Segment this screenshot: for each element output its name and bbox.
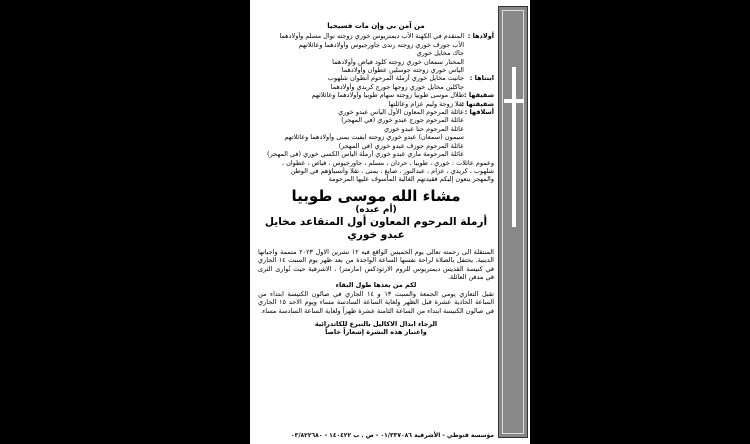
family-line: المختار سمعان خوري زوجته كلود فياض وأولادهما [332,57,464,66]
family-line: عائلة المرحومة ماري عبدو خوري أرملة الياس الكسي خوري (في المهجر) [267,150,464,159]
family-row [258,108,494,116]
prayer-line: لكم من بعدها طول البقاء [335,281,417,290]
family-line: عائلة المرحوم المعاون الأول الياس عبدو خوري [338,108,464,117]
family-line: الياس خوري زوجته جوسلين عطوان وأولادهما [341,66,464,75]
family-line: عائلة المرحوم جوزف عبدو خوري (في المهجر) [338,141,464,150]
family-section [258,32,494,158]
family-label: شقيقها : [464,91,494,100]
family-label: ابنتاها : [469,74,494,83]
family-row [258,74,494,82]
family-row [258,100,494,108]
funeral-paragraph: المنتقلة الى رحمته تعالى يوم الخميس الواقع فيه ١٢ تشرين الاول ٢٠٢٣ متممة واجباتها الدينية. يحتفل بالصلاة لراحة نفسها الساعة الواحدة من بعد ظهر يوم السبت ١٤ الجاري في كنيسة القديس ديمتريوس للروم الارثوذكس (مارمتر) ، الاشرفية حيث تُوارى الثرى في مدفن العائلة. [258,247,494,281]
families-line: وعموم عائلات : خوري ، طوبيا ، حردان ، مسلم ، جاورجيوس ، فياض ، عطوان ، [281,158,494,167]
family-line: عائلة المرحوم جورج عبدو خوري (في المهجر) [341,116,464,125]
family-line: تقلا زوجة وليم عزام وعائلتها [388,99,464,108]
deceased-nickname: (أم عبده) [355,204,397,215]
family-row [258,91,494,99]
cross-bar [504,99,524,103]
request-line: واعتبار هذه النشرة إشعاراً خاصاً [325,328,427,337]
widow-of: أرملة المرحوم المعاون أول المتقاعد مخايل عبدو خوري [264,215,488,241]
request-line: الرجاء ابدال الاكاليل بالتبرع للكاتدرائية [314,319,438,328]
side-band [498,6,528,438]
family-line: جاك مخايل خوري [416,49,464,58]
family-label: شقيقتها : [461,99,494,108]
family-line: طلال موسى طوبيا زوجته سهام طوبيا وأولادهما وعائلاتهم [311,91,464,100]
family-line: جانيت مخايل خوري أرملة المرحوم أنطوان شلهوب [327,74,464,83]
family-label: أولادها : [467,32,494,41]
families-line: والمهجر ينعون إليكم فقيدتهم الغالية المأسوف عليها المرحومة [328,175,494,184]
family-row [258,32,494,40]
families-line: شلهوب ، كريدي ، عزام ، عبدالنور ، صايغ ، يمنى ، تقلا وأنسباؤهم في الوطن [290,166,494,175]
obituary-content [258,4,494,440]
family-line: جاكلين مخايل خوري زوجها جورج كريدي وأولادهما [330,82,464,91]
family-line: المتقدم في الكهنة الأب ديمتريوس خوري زوجته نوال مسلم وأولادهما [279,32,464,41]
family-line: سيمون (سمعان) عبدو خوري زوجته ايفيت يمنى وأولادهما وعائلاتهم [284,133,464,142]
cross-icon [512,67,516,227]
footer-publisher: مؤسسة قنوطي - الأشرفية ٠١/٣٣٧٠٨٦ - ص . ب ١٤٠٤٢٢ - ٠٣/٨٢٢٦٨٠ [291,432,494,439]
deceased-name: مشاء الله موسى طوبيا [291,186,461,205]
verse: من آمن بي وإن مات فسيحيا [327,22,425,30]
condolences-paragraph: تقبل التعازي يومي الجمعة والسبت ١٣ و ١٤ الجاري في صالون الكنيسة ابتداء من الساعة الحادية عشرة قبل الظهر ولغاية الساعة السادسة مساء ويوم الاحد ١٥ الجاري في صالون الكنيسة ابتداء من الساعة الثامنة عشرة ظهراً ولغاية الساعة السادسة مساء. [258,289,495,315]
family-line: الأب جوزف خوري زوجته رندى جاورجيوس وأولادهما وعائلاتهم [298,40,464,49]
family-label: أسلافها : [464,108,494,117]
family-line: عائلة المرحوم حنا عبدو خوري [383,124,464,133]
